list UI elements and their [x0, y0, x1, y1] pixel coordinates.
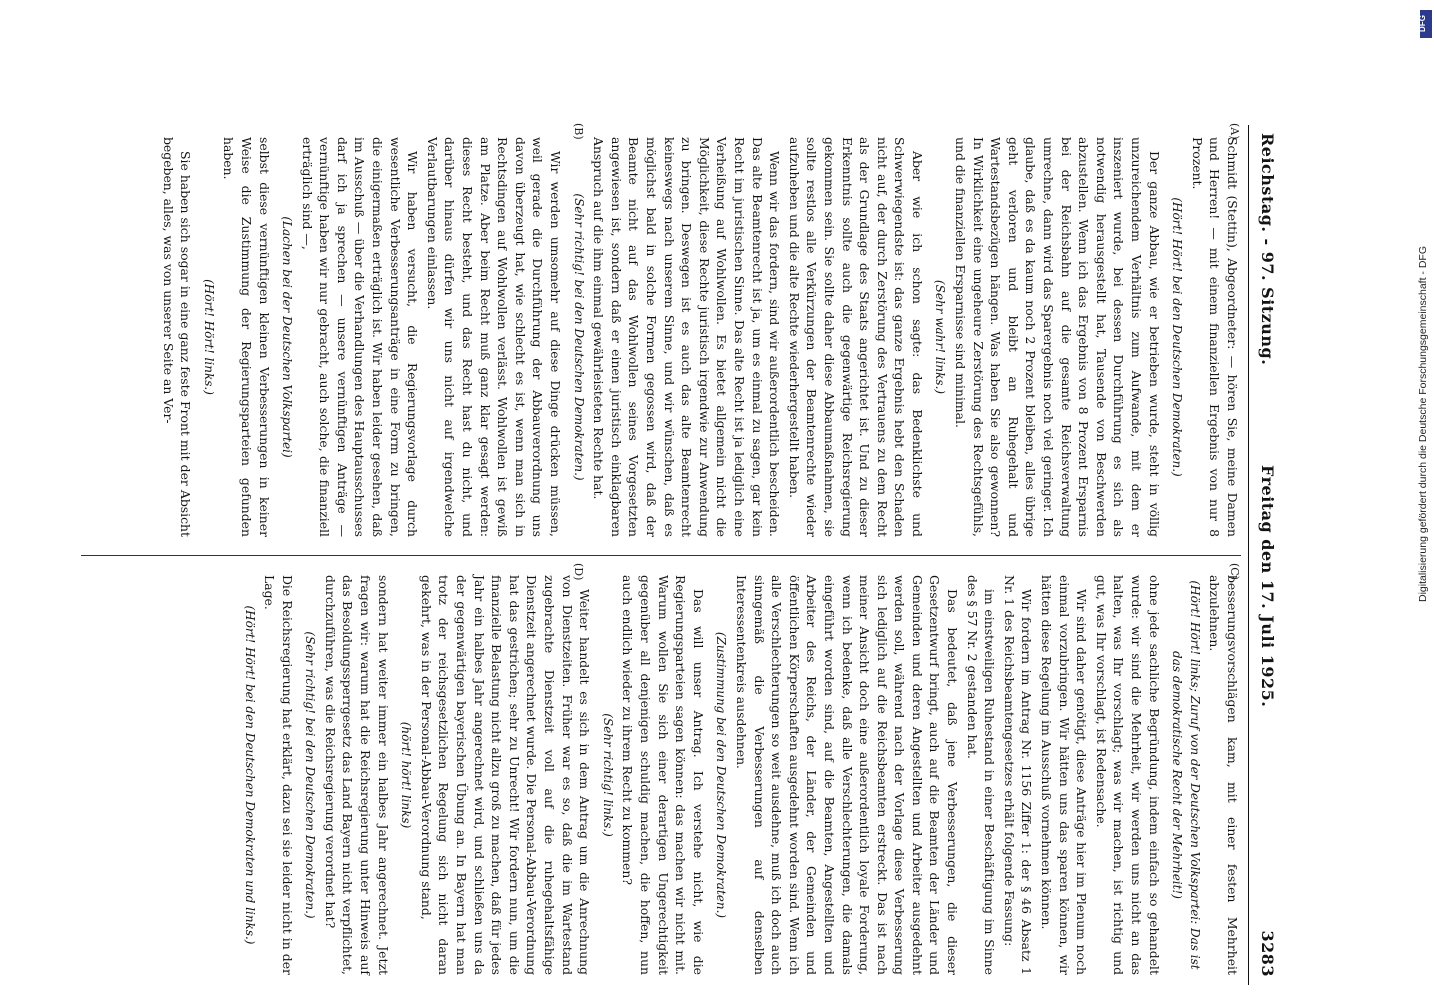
paragraph: selbst diese vernünftigen kleinen Verbesserungen in keiner Weise die Zustimmung der Regierungsparteien gefunden haben.: [221, 137, 272, 537]
interjection: (Hört! Hört! bei den Deutschen Demokraten.): [1170, 197, 1185, 477]
interjection: (Sehr wahr! links.): [933, 279, 948, 395]
left-column: [157, 137, 1241, 537]
marker-a: (A): [1228, 123, 1241, 140]
paragraph: Schmidt (Stettin), Abgeordneter: — hören Sie, meine Damen und Herren! — mit einem finanziellen Ergebnis von nur 8 Prozent.: [1189, 137, 1240, 537]
page-header: [1248, 125, 1285, 985]
paragraph: Wenn wir das fordern, sind wir außerordentlich bescheiden. Das alte Beamtenrecht ist ja, um es einmal zu sagen, gar kein Recht im juristischen Sinne. Das alte Recht ist ja lediglich eine Verheißung auf Wohlwollen. Es bietet allgemein nicht die Möglichkeit, diese Rechte juristisch irgendwie zur Anwendung zu bringen. Deswegen ist es auch das alte Beamtenrecht keineswegs nach unserem Sinne, und wir wünschen, daß es möglichst bald in solche Formen gegossen wird, daß der Beamte nicht auf das Wohlwollen seines Vorgesetzten angewiesen ist, sondern daß er einen juristisch einklagbaren Anspruch auf die ihm einmal gewährleisteten Rechte hat.: [591, 137, 783, 537]
paragraph: im einstweiligen Ruhestand in einer Beschäftigung im Sinne des § 57 Nr. 2 gestanden hat.: [964, 575, 998, 975]
interjection: (hört! hört! links): [399, 721, 414, 829]
marker-c: (C): [1228, 563, 1241, 580]
header-session: Reichstag. - 97. Sitzung.: [1258, 133, 1277, 366]
paragraph: besserungsvorschlägen kam, mit einer festen Mehrheit abzulehnen.: [1207, 575, 1240, 975]
interjection: (Sehr richtig! links.): [600, 713, 615, 837]
column-divider: [81, 555, 1241, 556]
right-column: [235, 575, 1241, 975]
marker-b: (B): [572, 123, 585, 140]
paragraph: Wir sind daher genötigt, diese Anträge hier im Plenum noch einmal vorzubringen. Wir hätten uns das sparen können, wir hätten diese Regelung im Ausschuß vornehmen können.: [1039, 575, 1090, 975]
rotated-newspaper-page: [65, 125, 1285, 985]
paragraph: sondern hat weiter immer ein halbes Jahr angerechnet. Jetzt fragen wir: warum hat die Reichsregierung unter Hinweis auf das Besoldungssperrgesetz das Land Bayern nicht verpflichtet, durchzuführen, was die Reichsregierung verordnet hat?: [322, 575, 391, 975]
interjection: (Sehr richtig! bei den Deutschen Demokraten.): [571, 193, 586, 481]
interjection: (Hört! Hört! links; Zuruf von der Deutschen Volkspartei: Das ist das demokratische Recht der Mehrheit!): [1170, 580, 1202, 970]
page-number: 3283: [1258, 930, 1277, 977]
interjection: (Zustimmung bei den Deutschen Demokraten.): [714, 631, 729, 919]
paragraph: Das bedeutet, daß jene Verbesserungen, die dieser Gesetzentwurf bringt, auch auf die Beamten der Länder und Gemeinden und deren Angestellten und Arbeiter ausgedehnt werden soll, während nach der Vorlage diese Verbesserung sich lediglich auf die Reichsbeamten erstreckt. Das ist nach meiner Ansicht doch eine außerordentlich loyale Forderung, wenn ich bedenke, daß alle Verschlechterungen, die damals eingeführt worden sind, auf die Beamten, Angestellten und Arbeiter des Reichs, der Länder, der Gemeinden und öffentlichen Körperschaften ausgedehnt worden sind. Wenn ich alle Verschlechterungen so weit ausdehne, muß ich doch auch sinngemäß die Verbesserungen auf denselben Interessentenkreis ausdehnen.: [733, 575, 961, 975]
paragraph: Weiter handelt es sich in dem Antrag um die Anrechnung von Dienstzeiten. Früher war es so, daß die im Wartestand zugebrachte Dienstzeit voll auf die ruhegehaltsfähige Dienstzeit angerechnet wurde. Die Personal-Abbau-Verordnung hat das gestrichen; sehr zu Unrecht! Wir fordern nun, um die finanzielle Belastung nicht allzu groß zu machen, daß für jedes Jahr ein halbes Jahr angerechnet wird, und schließen uns da der gegenwärtigen bayerischen Übung an. In Bayern hat man trotz der reichsgesetzlichen Regelung sich nicht daran gekehrt, was in der Personal-Abbau-Verordnung stand,: [418, 575, 593, 975]
paragraph: Wir werden umsomehr auf diese Dinge drücken müssen, weil gerade die Durchführung der Abbauverordnung uns davon überzeugt hat, wie schlecht es ist, wenn man sich in Rechtsdingen auf Wohlwollen verlässt. Wohlwollen ist gewiß am Platze. Aber beim Recht muß ganz klar gesagt werden: dieses Recht besteht, und das Recht hast du nicht, und darüber hinaus dürfen wir uns nicht auf irgendwelche Verlautbarungen einlassen.: [424, 137, 564, 537]
paragraph: Aber wie ich schon sagte: das Bedenklichste und Schwerwiegendste ist: das ganze Ergebnis hebt den Schaden nicht auf, der durch Zerstörung des Vertrauens zu dem Recht als der Grundlage des Staats angerichtet ist. Und zu dieser Erkenntnis sollte auch die gegenwärtige Reichsregierung gekommen sein. Sie sollte daher diese Abbaumaßnahmen, sie sollte restlos alle Verkürzungen der Beamtenrechte wieder aufzuheben und die alte Rechte wiederhergestellt haben.: [786, 137, 925, 537]
paragraph: Wir haben versucht, die Regierungsvorlage durch wesentliche Verbesserungsanträge in eine Form zu bringen, die einigermaßen erträglich ist. Wir haben leider gesehen, daß im Ausschuß — über die Verhandlungen des Hauptausschusses darf ich ja sprechen — unsere vernünftigen Anträge — vernünftige haben wir nur gebracht, auch solche, die finanziell erträglich sind —,: [299, 137, 421, 537]
side-note: [1405, 10, 1434, 610]
interjection: (Hört! Hört! links.): [201, 279, 216, 395]
marker-d: (D): [572, 563, 585, 581]
paragraph: ohne jede sachliche Begründung, indem einfach so gehandelt wurde: wir sind die Mehrheit, wir werden uns nicht an das halten, was Ihr vorschlagt; was wir machen, ist richtig und gut, was Ihr vorschlagt, ist Redensache.: [1093, 575, 1162, 975]
paragraph: Sie haben sich sogar in eine ganz feste Front mit der Absicht begeben, alles, was von unserer Seite an Ver-: [160, 137, 194, 537]
paragraph: Das will unser Antrag. Ich verstehe nicht, wie die Regierungsparteien sagen können: das machen wir nicht mit. Warum wollen Sie sich einer derartigen Ungerechtigkeit gegenüber all denjenigen schuldig machen, die hoffen, nun auch endlich wieder zu ihrem Recht zu kommen?: [620, 575, 706, 975]
header-date: Freitag den 17. Juli 1925.: [1258, 465, 1277, 708]
paragraph: Wir fordern im Antrag Nr. 1156 Ziffer 1: der § 46 Absatz 1 Nr. 1 des Reichsbeamtengesetzes erhält folgende Fassung:: [1001, 575, 1035, 975]
paragraph: Die Reichsregierung hat erklärt, dazu sei sie leider nicht in der Lage.: [262, 575, 295, 975]
interjection: (Sehr richtig! bei den Deutschen Demokraten.): [303, 631, 318, 919]
dfg-logo: DFG: [1420, 10, 1432, 38]
interjection: (Hört! Hört! bei den Deutschen Demokraten und links.): [242, 605, 257, 945]
paragraph: Der ganze Abbau, wie er betrieben wurde, steht in völlig unzureichendem Verhältnis zum Aufwande, mit dem er inszeniert wurde, bei dessen Durchführung es sich als notwendig herausgestellt hat, Tausende von Beschwerden abzustellen. Wenn ich das Ergebnis von 8 Prozent Ersparnis bei der Reichsbahn auf die gesamte Reichsverwaltung umrechne, dann wird das Sparergebnis noch viel geringer. Ich glaube, daß es da kaum noch 2 Prozent bleiben, alles übrige geht verloren und bleibt an Ruhegehalt und Wartestandsbezügen hängen. Was haben Sie also gewonnen? In Wirklichkeit eine ungeheure Zerstörung des Rechtsgefühls, und die finanziellen Ersparnisse sind minimal.: [953, 137, 1162, 537]
dfg-note: Digitalisierung gefördert durch die Deutsche Forschungsgemeinschaft - DFG: [1417, 245, 1429, 602]
interjection: (Lachen bei der Deutschen Volkspartei): [280, 216, 295, 458]
